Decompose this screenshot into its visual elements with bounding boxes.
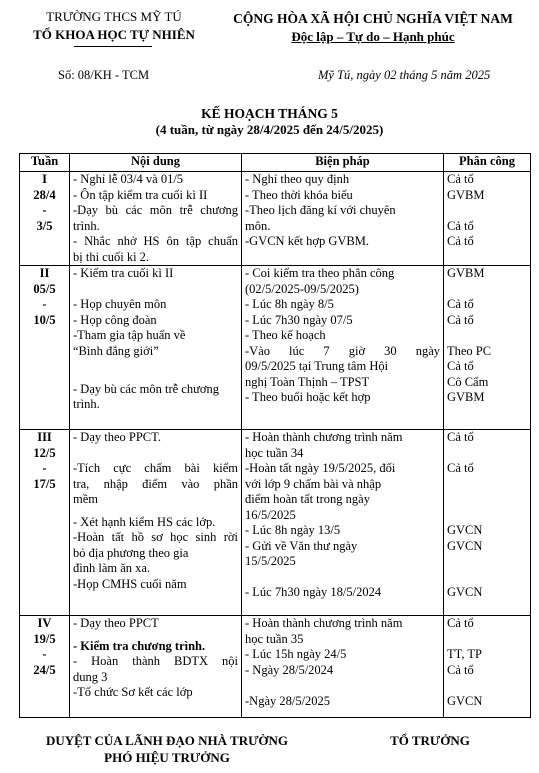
week-dash: -: [42, 647, 47, 661]
assignment-line: Cả tổ: [447, 218, 474, 233]
measure-line: 09/5/2025 tại Trung tâm Hội: [245, 359, 389, 373]
content-line: - Dạy theo PPCT.: [73, 430, 161, 444]
week-dash: -: [42, 461, 47, 475]
assignment-line: GVBM: [447, 187, 485, 202]
measure-line: - Theo thời khóa biểu: [245, 187, 353, 202]
content-cell: [70, 616, 242, 718]
week-end: 17/5: [33, 476, 56, 491]
measure-cell: [242, 616, 444, 718]
week-cell: [20, 616, 70, 718]
table-row: [20, 172, 531, 266]
assignment-cell: [444, 430, 531, 616]
measure-line: (02/5/2025-09/5/2025): [245, 281, 359, 296]
measure-line: - Gửi về Văn thư ngày: [245, 538, 358, 553]
week-end: 24/5: [33, 662, 56, 677]
assignment-line: Cả tổ: [447, 430, 474, 444]
assignment-line: TT, TP: [447, 647, 482, 661]
measure-line: - Ngày 28/5/2024: [245, 662, 334, 677]
content-cell: [70, 266, 242, 430]
measure-line: 16/5/2025: [245, 507, 296, 522]
week-end: 10/5: [33, 312, 56, 327]
content-line: -Tổ chức Sơ kết các lớp: [73, 685, 193, 699]
measure-line: học tuần 34: [245, 445, 304, 460]
assignment-line: Cả tổ: [447, 297, 474, 311]
measure-line: với lớp 9 chấm bài và nhập: [245, 476, 382, 491]
table-header-row: [20, 154, 531, 172]
content-line: - Họp chuyên môn: [73, 297, 167, 311]
measure-line: -Hoàn tất ngày 19/5/2025, đối: [245, 461, 396, 475]
measure-line: 15/5/2025: [245, 554, 296, 568]
week-end: 3/5: [36, 218, 53, 233]
assignment-line: Cả tổ: [447, 172, 474, 186]
content-cell: [70, 172, 242, 266]
spacer: [447, 632, 527, 648]
spacer: [447, 282, 527, 298]
assignment-cell: [444, 266, 531, 430]
plan-title: KẾ HOẠCH THÁNG 5: [201, 106, 338, 121]
content-line: - Hoàn thành BDTX nội: [73, 654, 238, 668]
spacer: [73, 508, 238, 515]
week-number: IV: [37, 616, 52, 630]
content-line: bị thi cuối kì 2.: [73, 249, 150, 264]
header-divider: [74, 46, 152, 47]
spacer: [245, 570, 440, 586]
spacer: [447, 570, 527, 586]
content-cell: [70, 430, 242, 616]
table-row: [20, 266, 531, 430]
content-line: đình làm ăn xa.: [73, 561, 151, 575]
measure-line: -Theo lịch đăng kí với chuyên: [245, 203, 396, 217]
measure-line: -Vào lúc 7 giờ 30 ngày: [245, 343, 440, 358]
content-line: - Kiểm tra chương trình.: [73, 638, 206, 653]
measure-line: - Coi kiểm tra theo phân công: [245, 266, 395, 280]
content-line: “Bình đẳng giới”: [73, 343, 159, 358]
content-line: dung 3: [73, 669, 108, 684]
header-measures: Biện pháp: [242, 154, 444, 172]
spacer: [447, 678, 527, 694]
measure-line: - Theo buổi hoặc kết hợp: [245, 390, 371, 404]
assignment-line: Cả tổ: [447, 616, 474, 630]
spacer: [447, 554, 527, 570]
measure-line: -GVCN kết hợp GVBM.: [245, 234, 369, 248]
approval-title: PHÓ HIỆU TRƯỞNG: [104, 750, 230, 765]
table-row: [20, 430, 531, 616]
week-number: I: [42, 172, 47, 186]
assignment-line: Cả tổ: [447, 234, 474, 248]
spacer: [447, 508, 527, 524]
assignment-line: Cô Cẩm: [447, 374, 489, 389]
content-line: - Xét hạnh kiểm HS các lớp.: [73, 514, 216, 529]
measure-line: - Lúc 15h ngày 24/5: [245, 647, 347, 661]
plan-table: [19, 153, 531, 718]
measure-cell: [242, 430, 444, 616]
header-week: Tuần: [20, 154, 70, 172]
assignment-line: GVCN: [447, 585, 483, 599]
spacer: [447, 203, 527, 219]
assignment-cell: [444, 172, 531, 266]
week-cell: [20, 266, 70, 430]
content-line: -Hoàn tất hồ sơ học sinh rời: [73, 530, 238, 544]
content-line: -Tham gia tập huấn về: [73, 328, 186, 342]
measure-line: - Theo kế hoạch: [245, 328, 326, 342]
assignment-line: Cả tổ: [447, 461, 474, 475]
measure-line: môn.: [245, 218, 271, 233]
table-row: [20, 616, 531, 718]
measure-line: - Lúc 8h ngày 13/5: [245, 523, 341, 537]
content-line: -Tích cực chấm bài kiểm: [73, 461, 238, 475]
assignment-line: GVCN: [447, 693, 483, 708]
week-start: 28/4: [33, 187, 56, 202]
measure-cell: [242, 266, 444, 430]
measure-cell: [242, 172, 444, 266]
document-date: Mỹ Tú, ngày 02 tháng 5 năm 2025: [318, 68, 491, 82]
team-leader-heading: TỔ TRƯỞNG: [390, 733, 470, 748]
content-line: trình.: [73, 218, 100, 233]
assignment-line: GVBM: [447, 266, 485, 280]
measure-line: - Lúc 7h30 ngày 07/5: [245, 312, 353, 327]
week-number: III: [37, 430, 52, 444]
measure-line: - Hoàn thành chương trình năm: [245, 616, 403, 630]
measure-line: học tuần 35: [245, 631, 304, 646]
content-line: - Nhắc nhở HS ôn tập chuẩn: [73, 234, 238, 248]
spacer: [73, 375, 238, 382]
header-assignment: Phân công: [444, 154, 531, 172]
country-name: CỘNG HÒA XÃ HỘI CHỦ NGHĨA VIỆT NAM: [233, 11, 513, 26]
spacer: [73, 632, 238, 639]
spacer: [447, 446, 527, 462]
assignment-line: GVCN: [447, 523, 483, 537]
assignment-line: Theo PC: [447, 343, 492, 358]
plan-subtitle: (4 tuần, từ ngày 28/4/2025 đến 24/5/2025): [155, 122, 384, 137]
measure-line: điểm hoàn tất trong ngày: [245, 492, 370, 506]
measure-line: -Ngày 28/5/2025: [245, 693, 331, 708]
content-line: -Họp CMHS cuối năm: [73, 576, 187, 591]
week-dash: -: [42, 297, 47, 311]
content-line: tra, nhập điểm vào phần: [73, 476, 238, 491]
department-name: TỔ KHOA HỌC TỰ NHIÊN: [33, 27, 195, 42]
content-line: mềm: [73, 492, 98, 506]
content-line: -Dạy bù các môn trễ chương: [73, 203, 238, 217]
assignment-line: Cả tổ: [447, 662, 474, 677]
content-line: - Ôn tập kiểm tra cuối kì II: [73, 187, 208, 202]
week-start: 05/5: [33, 281, 56, 296]
national-motto: Độc lập – Tự do – Hạnh phúc: [291, 29, 455, 44]
assignment-cell: [444, 616, 531, 718]
week-cell: [20, 430, 70, 616]
measure-line: - Hoàn thành chương trình năm: [245, 430, 403, 444]
content-line: - Họp công đoàn: [73, 312, 157, 327]
spacer: [73, 446, 238, 462]
assignment-line: Cả tổ: [447, 312, 474, 327]
measure-line: - Lúc 8h ngày 8/5: [245, 297, 334, 311]
school-name: TRƯỜNG THCS MỸ TÚ: [46, 9, 182, 24]
measure-line: - Lúc 7h30 ngày 18/5/2024: [245, 585, 382, 599]
approval-heading: DUYỆT CỦA LÃNH ĐẠO NHÀ TRƯỜNG: [45, 733, 289, 748]
week-number: II: [39, 266, 50, 280]
assignment-line: GVCN: [447, 538, 483, 553]
content-line: - Kiểm tra cuối kì II: [73, 266, 174, 280]
content-line: - Nghỉ lễ 03/4 và 01/5: [73, 172, 184, 186]
header-content: Nội dung: [70, 154, 242, 172]
content-line: - Dạy theo PPCT: [73, 616, 159, 630]
content-line: - Dạy bù các môn trễ chương: [73, 381, 219, 396]
measure-line: nghị Toàn Thịnh – TPST: [245, 374, 370, 389]
document-number: Số: 08/KH - TCM: [58, 68, 150, 82]
assignment-line: Cả tổ: [447, 359, 474, 373]
spacer: [245, 678, 440, 694]
week-start: 12/5: [33, 445, 56, 460]
assignment-line: GVBM: [447, 390, 485, 404]
measure-line: - Nghỉ theo quy định: [245, 172, 350, 186]
content-line: trình.: [73, 397, 100, 411]
content-line: bỏ địa phương theo gia: [73, 545, 189, 560]
spacer: [73, 359, 238, 375]
spacer: [447, 477, 527, 493]
week-cell: [20, 172, 70, 266]
spacer: [73, 282, 238, 298]
spacer: [447, 328, 527, 344]
spacer: [447, 492, 527, 508]
week-start: 19/5: [33, 631, 56, 646]
week-dash: -: [42, 203, 47, 217]
